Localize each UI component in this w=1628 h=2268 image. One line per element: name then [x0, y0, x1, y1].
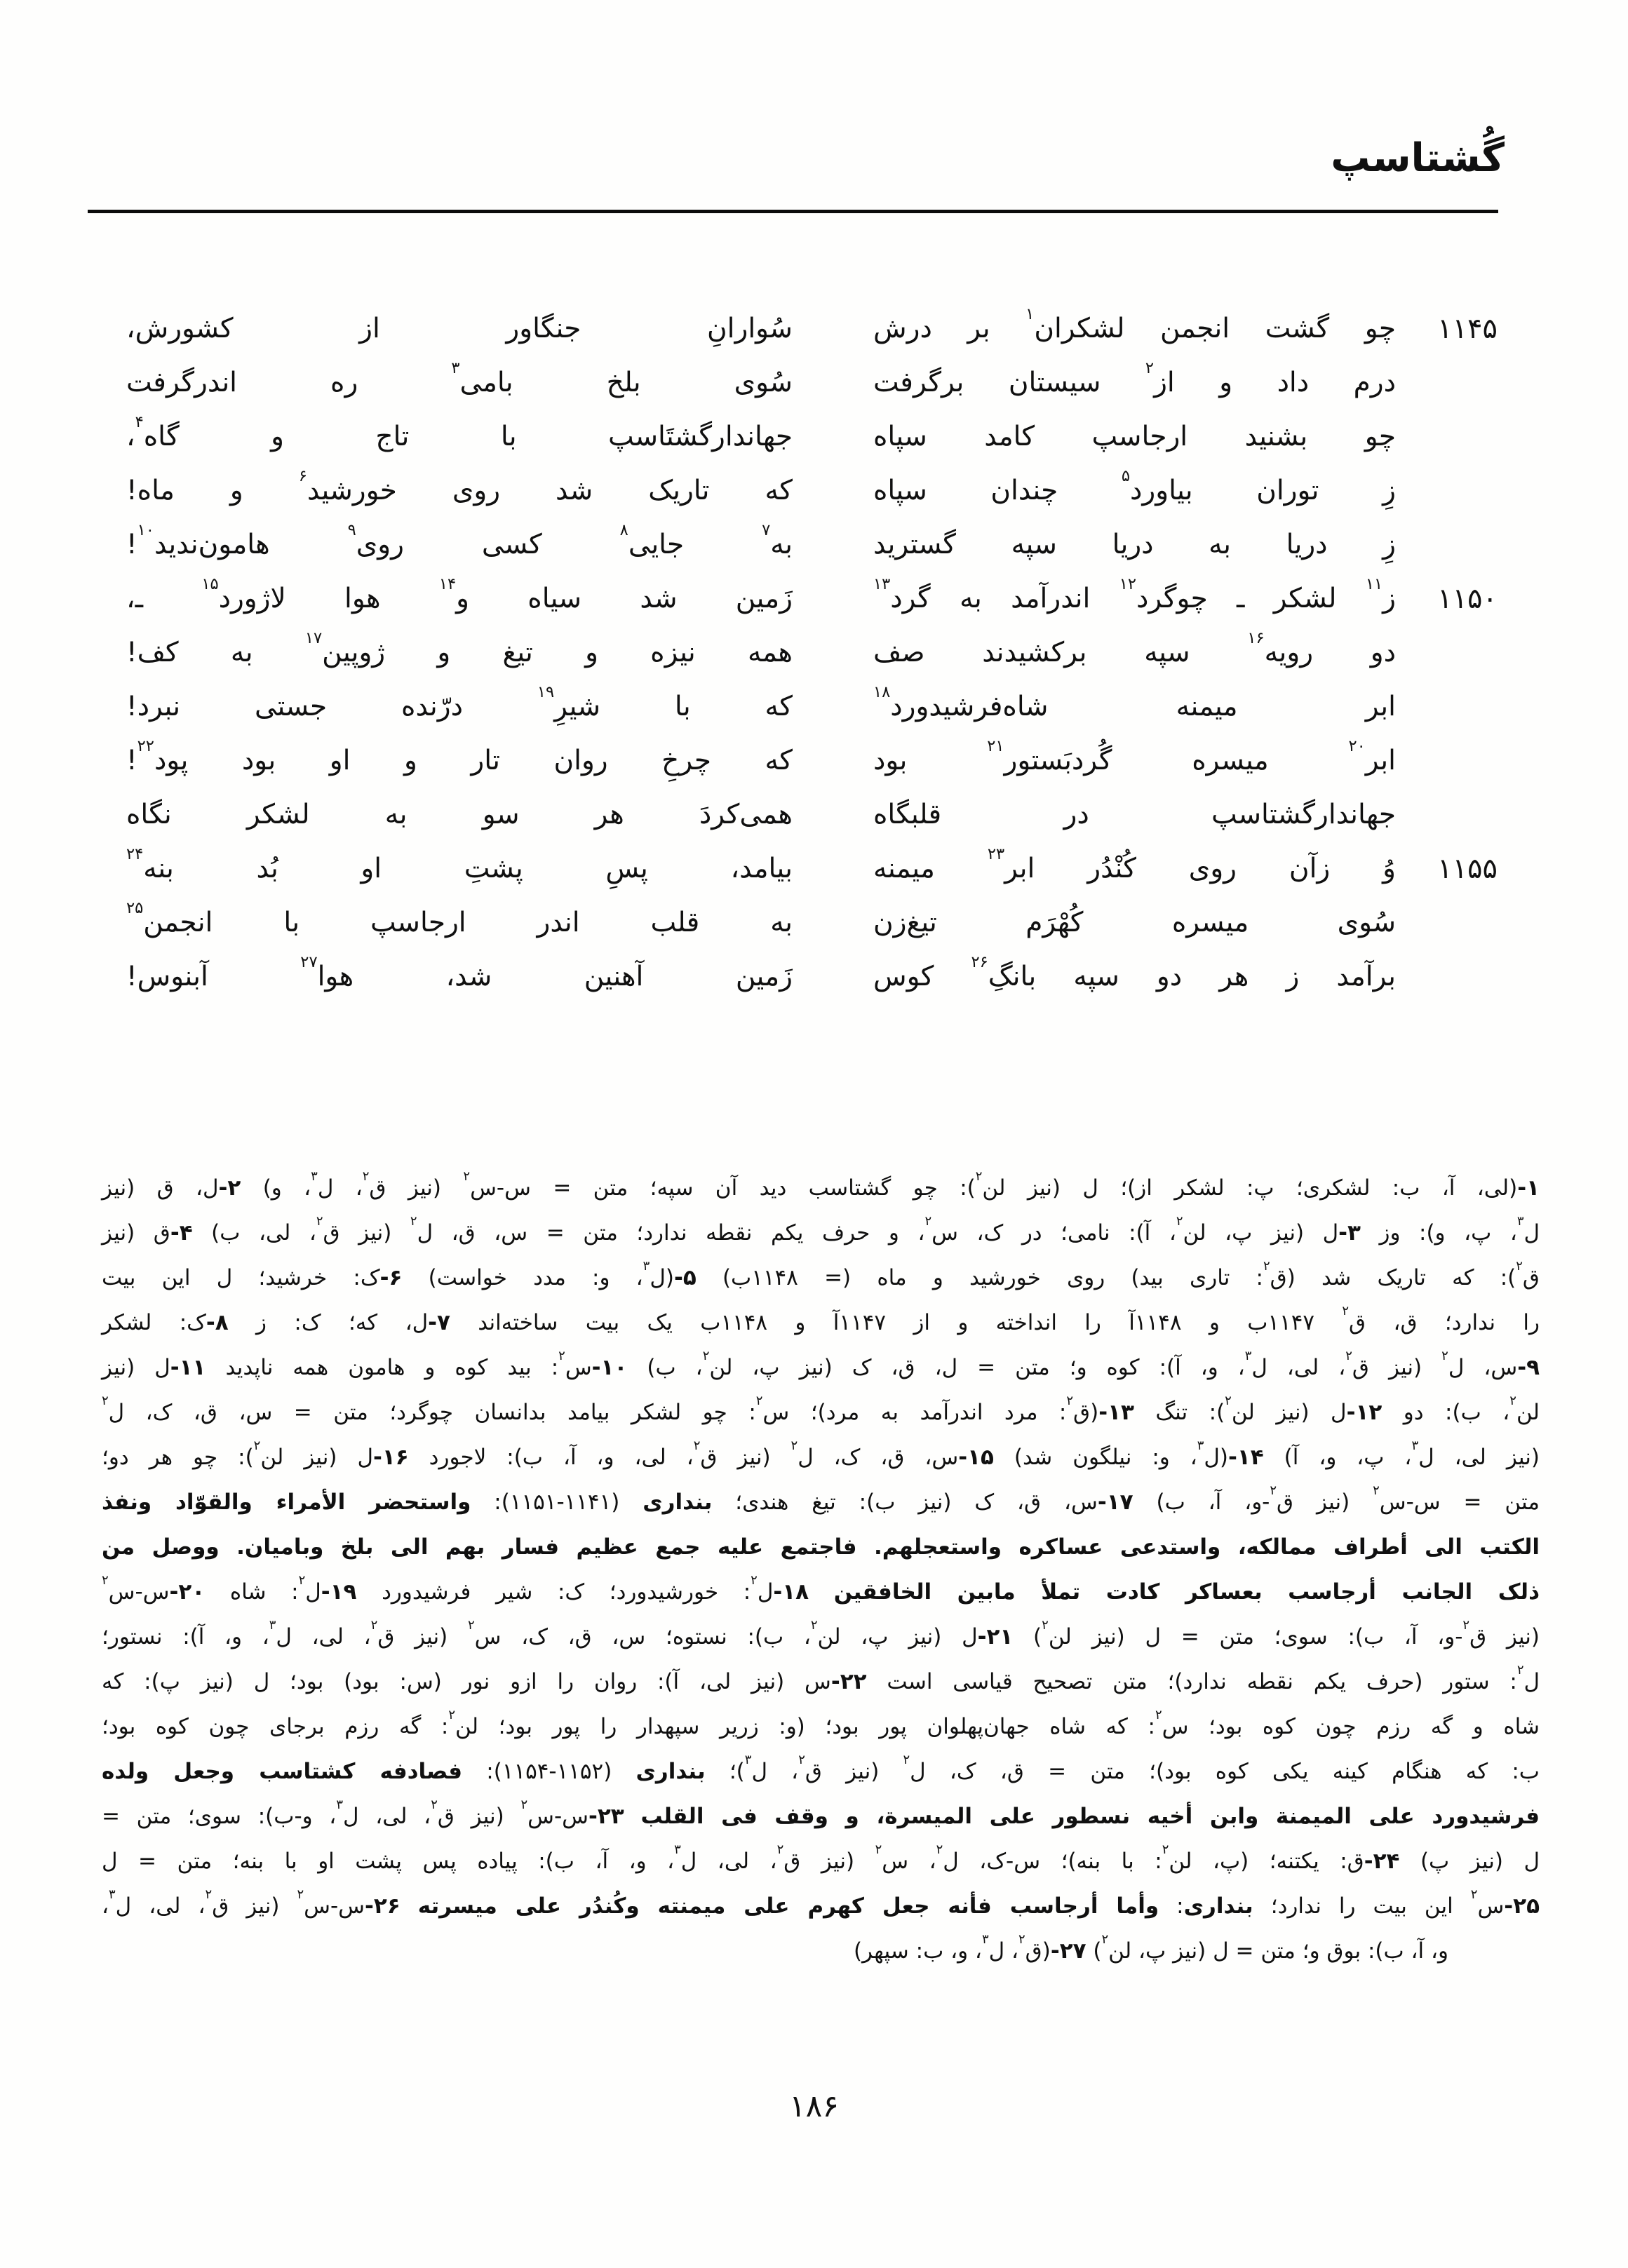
hemistich-right: چو گشت انجمن لشکران$^۱$ بر درش — [873, 304, 1396, 344]
footnote-line: ل (نیز پ) ۲۴-ق: یکتنه؛ (پ، لن$^۲$: با بنه)؛ س-ک، ل$^۲$، س$^۲$ (نیز ق$^۲$، لی، ل$^۳$، و، آ، ب): پیاده پس پشت او با بنه؛ متن = ل — [102, 1842, 1540, 1874]
hemistich-right: درم داد و از$^۲$ سیستان برگرفت — [873, 358, 1396, 398]
hemistich-right: وُ زآن روی کُنْدُر ابر$^{۲۳}$ میمنه — [873, 844, 1396, 884]
hemistich-left: که با شیرِ$^{۱۹}$ درّنده جستی نبرد! — [126, 682, 793, 722]
verse-row — [126, 356, 1498, 410]
footnote-line: ۹-س، ل$^۲$ (نیز ق$^۲$، لی، ل$^۳$، و، آ): کوه و؛ متن = ل، ق، ک (نیز پ، لن$^۲$، ب) ۱۰-س$^۲$: بید کوه و هامون همه ناپدید ۱۱-ل (نیز — [102, 1348, 1540, 1380]
footnote-line: ذلک الجانب أرجاسب بعساکر کادت تملأ مابین الخافقین ۱۸-ل$^۲$: خورشیدورد؛ ک: شیر فرشیدورد ۱۹-ل$^۲$: شاه ۲۰-س-س$^۲$ — [102, 1572, 1540, 1605]
verse-row — [126, 626, 1498, 680]
footnote-line: ۲۵-س$^۲$ این بیت را ندارد؛ بنداری: وأما أرجاسب فأنه جعل کهرم علی میمنته وکُندُر علی میسرته ۲۶-س-س$^۲$ (نیز ق$^۲$، لی، ل$^۳$، — [102, 1886, 1540, 1919]
header-rule — [88, 210, 1498, 213]
hemistich-right: زِ توران بیاورد$^۵$ چندان سپاه — [873, 466, 1396, 506]
verse-block — [126, 302, 1498, 1004]
footnote-line: الکتب الی أطراف ممالکه، واستدعی عساکره واستعجلهم. فاجتمع علیه جمع عظیم فسار بهم الی بلخ وبامیان. ووصل من — [102, 1534, 1540, 1560]
footnote-line: را ندارد؛ ق، ق$^۲$ ۱۱۴۷ب و ۱۱۴۸آ را انداخته و از ۱۱۴۷آ و ۱۱۴۸ب یک بیت ساخته‌اند ۷-ل، که؛ ک: ز ۸-ک: لشکر — [102, 1303, 1540, 1335]
footnote-line: ب: که هنگام کینه یکی کوه بود)؛ متن = ق، ک، ل$^۲$ (نیز ق$^۲$، ل$^۳$)؛ بنداری (۱۱۵۲-۱۱۵۴): فصادفه کشتاسب وجعل ولده — [102, 1752, 1540, 1784]
hemistich-left: همی‌کردَ هر سو به لشکر نگاه — [126, 799, 793, 830]
verse-row — [126, 302, 1498, 356]
footnote-line: ق$^۲$): که تاریک شد (ق$^۲$: تاری بید) روی خورشید و ماه (= ۱۱۴۸ب) ۵-(ل$^۳$، و: مدد خواست) ۶-ک: خرشید؛ ل این بیت — [102, 1258, 1540, 1290]
footnote-line: (نیز ق$^۲$-و، آ، ب): سوی؛ متن = ل (نیز لن$^۲$) ۲۱-ل (نیز پ، لن$^۲$، ب): نستوه؛ س، ق، ک، س$^۲$ (نیز ق$^۲$، لی، ل$^۳$، و، آ): نستور؛ — [102, 1617, 1540, 1649]
hemistich-left: به$^۷$ جایی$^۸$ کسی روی$^۹$ هامون‌ندید$^{۱۰}$! — [126, 520, 793, 560]
verse-number: ۱۱۵۰ — [1437, 582, 1498, 615]
hemistich-right: ابر میمنه شاه‌فرشیدورد$^{۱۸}$ — [873, 682, 1396, 722]
footnote-line: و، آ، ب): بوق و؛ متن = ل (نیز پ، لن$^۲$) ۲۷-(ق$^۲$، ل$^۳$، و، ب: سپهر) — [853, 1931, 1448, 1964]
verse-row — [126, 842, 1498, 896]
hemistich-right: جهاندارگشتاسپ در قلبگاه — [873, 799, 1396, 830]
hemistich-left: به قلب اندر ارجاسپ با انجمن$^{۲۵}$ — [126, 898, 793, 938]
footnote-line: ل$^۲$: ستور (حرف یکم نقطه ندارد)؛ متن تصحیح قیاسی است ۲۲-س (نیز لی، آ): روان را ازو نور (س: بود) بود؛ ل (نیز پ): که — [102, 1662, 1540, 1694]
footnote-line: شاه و گه رزم چون کوه بود؛ س$^۲$: که شاه جهان‌پهلوان پور بود؛ (و: زریر سپهدار را پور بود؛ لن$^۲$: گه رزم برجای چون کوه بود؛ — [102, 1707, 1540, 1739]
footnote-line: متن = س-س$^۲$ (نیز ق$^۲$-و، آ، ب) ۱۷-س، ق، ک (نیز ب): تیغ هندی؛ بنداری (۱۱۴۱-۱۱۵۱): واستحضر الأمراء والقوّاد ونفذ — [102, 1483, 1540, 1515]
hemistich-right: دو رویه$^{۱۶}$ سپه برکشیدند صف — [873, 628, 1396, 668]
hemistich-left: که تاریک شد روی خورشید$^۶$ و ماه! — [126, 466, 793, 506]
footnote-line: ۱-(لی، آ، ب: لشکری؛ پ: لشکر از)؛ ل (نیز لن$^۲$): چو گشتاسب دید آن سپه؛ متن = س-س$^۲$ (نیز ق$^۲$، ل$^۳$، و) ۲-ل، ق (نیز — [102, 1168, 1540, 1201]
hemistich-left: سُوارانِ جنگاور از کشورش، — [126, 313, 793, 344]
hemistich-right: ابر$^{۲۰}$ میسره گُردبَستور$^{۲۱}$ بود — [873, 736, 1396, 776]
hemistich-left: که چرخِ روان تار و او بود پود$^{۲۲}$! — [126, 736, 793, 776]
hemistich-right: زِ دریا به دریا سپه گسترید — [873, 529, 1396, 560]
verse-number: ۱۱۵۵ — [1437, 852, 1498, 885]
hemistich-right: برآمد ز هر دو سپه بانگِ$^{۲۶}$ کوس — [873, 952, 1397, 992]
page-title: گُشتاسپ — [1331, 135, 1505, 181]
hemistich-right: ز$^{۱۱}$ لشکر ـ چوگرد$^{۱۲}$ اندرآمد به گرد$^{۱۳}$ — [873, 574, 1396, 614]
footnote-line: لن$^۲$، ب): دو ۱۲-ل (نیز لن$^۲$): تنگ ۱۳-(ق$^۲$: مرد اندرآمد به مرد)؛ س$^۲$: چو لشکر بیامد بدانسان چوگرد؛ متن = س، ق، ک، ل$^۲$ — [102, 1393, 1540, 1425]
verse-row — [126, 410, 1498, 464]
verse-row — [126, 950, 1498, 1004]
hemistich-left: سُوی بلخ بامی$^۳$ ره اندرگرفت — [126, 358, 793, 398]
footnote-line: (نیز لی، ل$^۳$، پ، و، آ) ۱۴-(ل$^۳$، و: نیلگون شد) ۱۵-س، ق، ک، ل$^۲$ (نیز ق$^۲$، لی، و، آ، ب): لاجورد ۱۶-ل (نیز لن$^۲$): چو هر دو؛ — [102, 1438, 1540, 1470]
verse-row — [126, 680, 1498, 734]
footnote-line: فرشیدورد علی المیمنة وابن أخیه نسطور علی المیسرة، و وقف فی القلب ۲۳-س-س$^۲$ (نیز ق$^۲$، لی، ل$^۳$، و-ب): سوی؛ متن = — [102, 1797, 1540, 1829]
verse-number: ۱۱۴۵ — [1437, 312, 1498, 345]
verse-row — [126, 734, 1498, 788]
verse-row — [126, 518, 1498, 572]
hemistich-left: زَمین شد سیاه و$^{۱۴}$ هوا لاژورد$^{۱۵}$ ـ، — [126, 574, 793, 614]
hemistich-left: جهاندارگشتَاسپ با تاج و گاه$^۴$، — [126, 412, 793, 452]
page-number: ۱۸۶ — [789, 2088, 839, 2124]
hemistich-right: چو بشنید ارجاسپ کامد سپاه — [873, 421, 1396, 452]
footnote-line: ل$^۳$، پ، و): وز ۳-ل (نیز پ، لن$^۲$، آ): نامی؛ در ک، س$^۲$، و حرف یکم نقطه ندارد؛ متن = س، ق، ل$^۲$ (نیز ق$^۲$، لی، ب) ۴-ق (نیز — [102, 1213, 1540, 1246]
hemistich-left: زَمین آهنین شد، هوا$^{۲۷}$ آبنوس! — [126, 952, 793, 992]
hemistich-left: بیامد، پسِ پشتِ او بُد بنه$^{۲۴}$ — [126, 844, 793, 884]
footnotes-block — [102, 1166, 1540, 1973]
hemistich-left: همه نیزه و تیغ و ژوپین$^{۱۷}$ به کف! — [126, 628, 793, 668]
hemistich-right: سُوی میسره کُهْرَم تیغ‌زن — [873, 907, 1396, 938]
verse-row — [126, 788, 1498, 842]
verse-row — [126, 572, 1498, 626]
verse-row — [126, 464, 1498, 518]
verse-row — [126, 896, 1498, 950]
